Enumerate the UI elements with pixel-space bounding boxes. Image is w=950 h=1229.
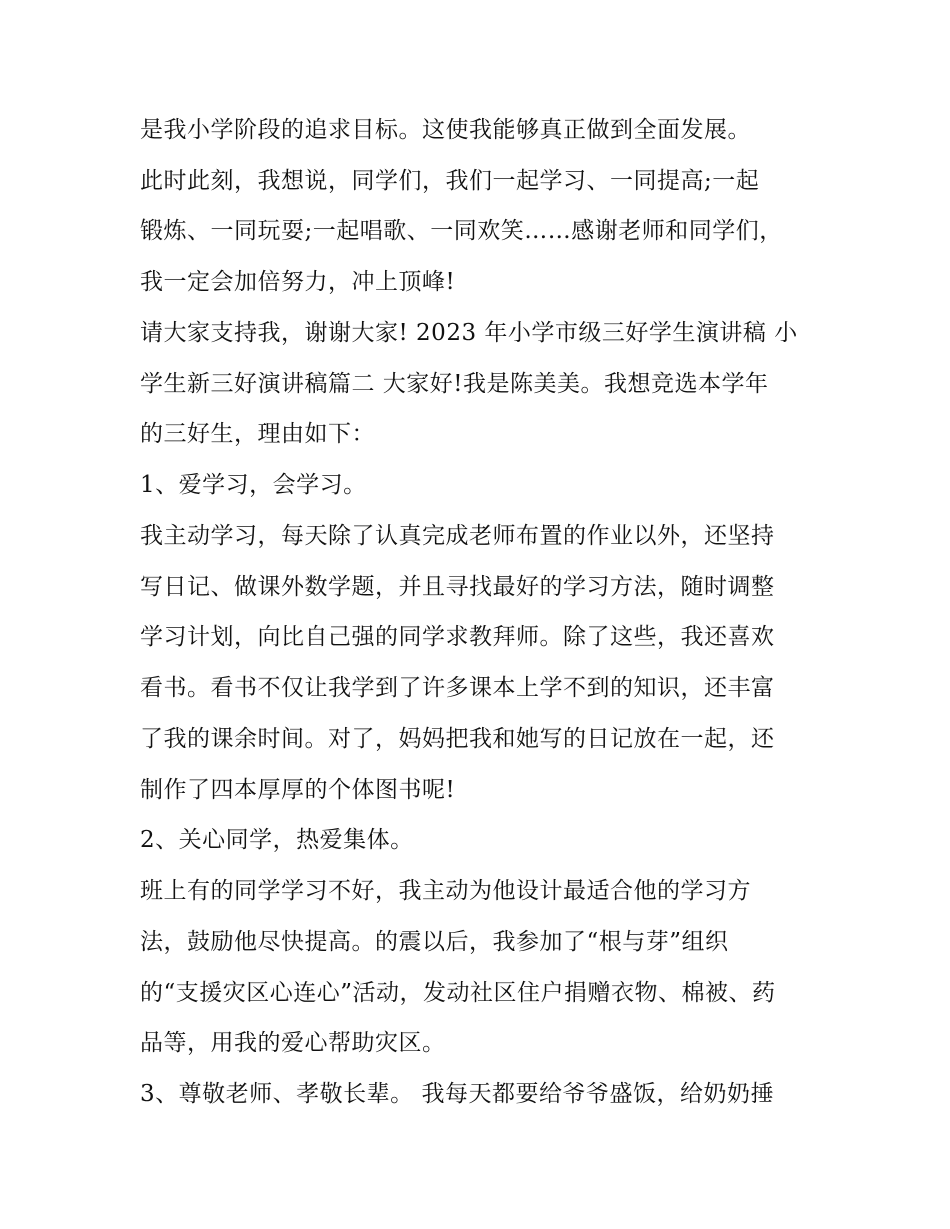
text-line: 我主动学习，每天除了认真完成老师布置的作业以外，还坚持 [140,523,775,549]
text-line: 制作了四本厚厚的个体图书呢! [140,777,456,803]
text-line: 写日记、做课外数学题，并且寻找最好的学习方法，随时调整 [140,574,775,600]
text-line: 学生新三好演讲稿篇二 大家好!我是陈美美。我想竞选本学年 [140,371,769,397]
text-line: 此时此刻，我想说，同学们，我们一起学习、一同提高;一起 [140,168,760,194]
text-line: 班上有的同学学习不好，我主动为他设计最适合他的学习方 [140,878,751,904]
text-line: 的“支援灾区心连心”活动，发动社区住户捐赠衣物、棉被、药 [140,980,776,1006]
text-line: 请大家支持我，谢谢大家! 2023 年小学市级三好学生演讲稿 小 [140,320,798,346]
text-line: 我一定会加倍努力，冲上顶峰! [140,269,456,295]
text-line: 学习计划，向比自己强的同学求教拜师。除了这些，我还喜欢 [140,624,775,650]
text-line: 品等，用我的爱心帮助灾区。 [140,1030,446,1056]
list-heading: 1、爱学习，会学习。 [140,472,367,498]
list-heading: 3、尊敬老师、孝敬长辈。 我每天都要给爷爷盛饭，给奶奶捶 [140,1081,774,1107]
text-line: 锻炼、一同玩耍;一起唱歌、一同欢笑……感谢老师和同学们， [140,218,783,244]
list-heading: 2、关心同学，热爱集体。 [140,827,414,853]
text-line: 的三好生，理由如下： [140,421,375,447]
text-line: 看书。看书不仅让我学到了许多课本上学不到的知识，还丰富 [140,675,775,701]
text-line: 是我小学阶段的追求目标。这使我能够真正做到全面发展。 [140,117,751,143]
text-line: 了我的课余时间。对了，妈妈把我和她写的日记放在一起，还 [140,726,775,752]
text-line: 法，鼓励他尽快提高。的震以后，我参加了“根与芽”组织 [140,929,729,955]
